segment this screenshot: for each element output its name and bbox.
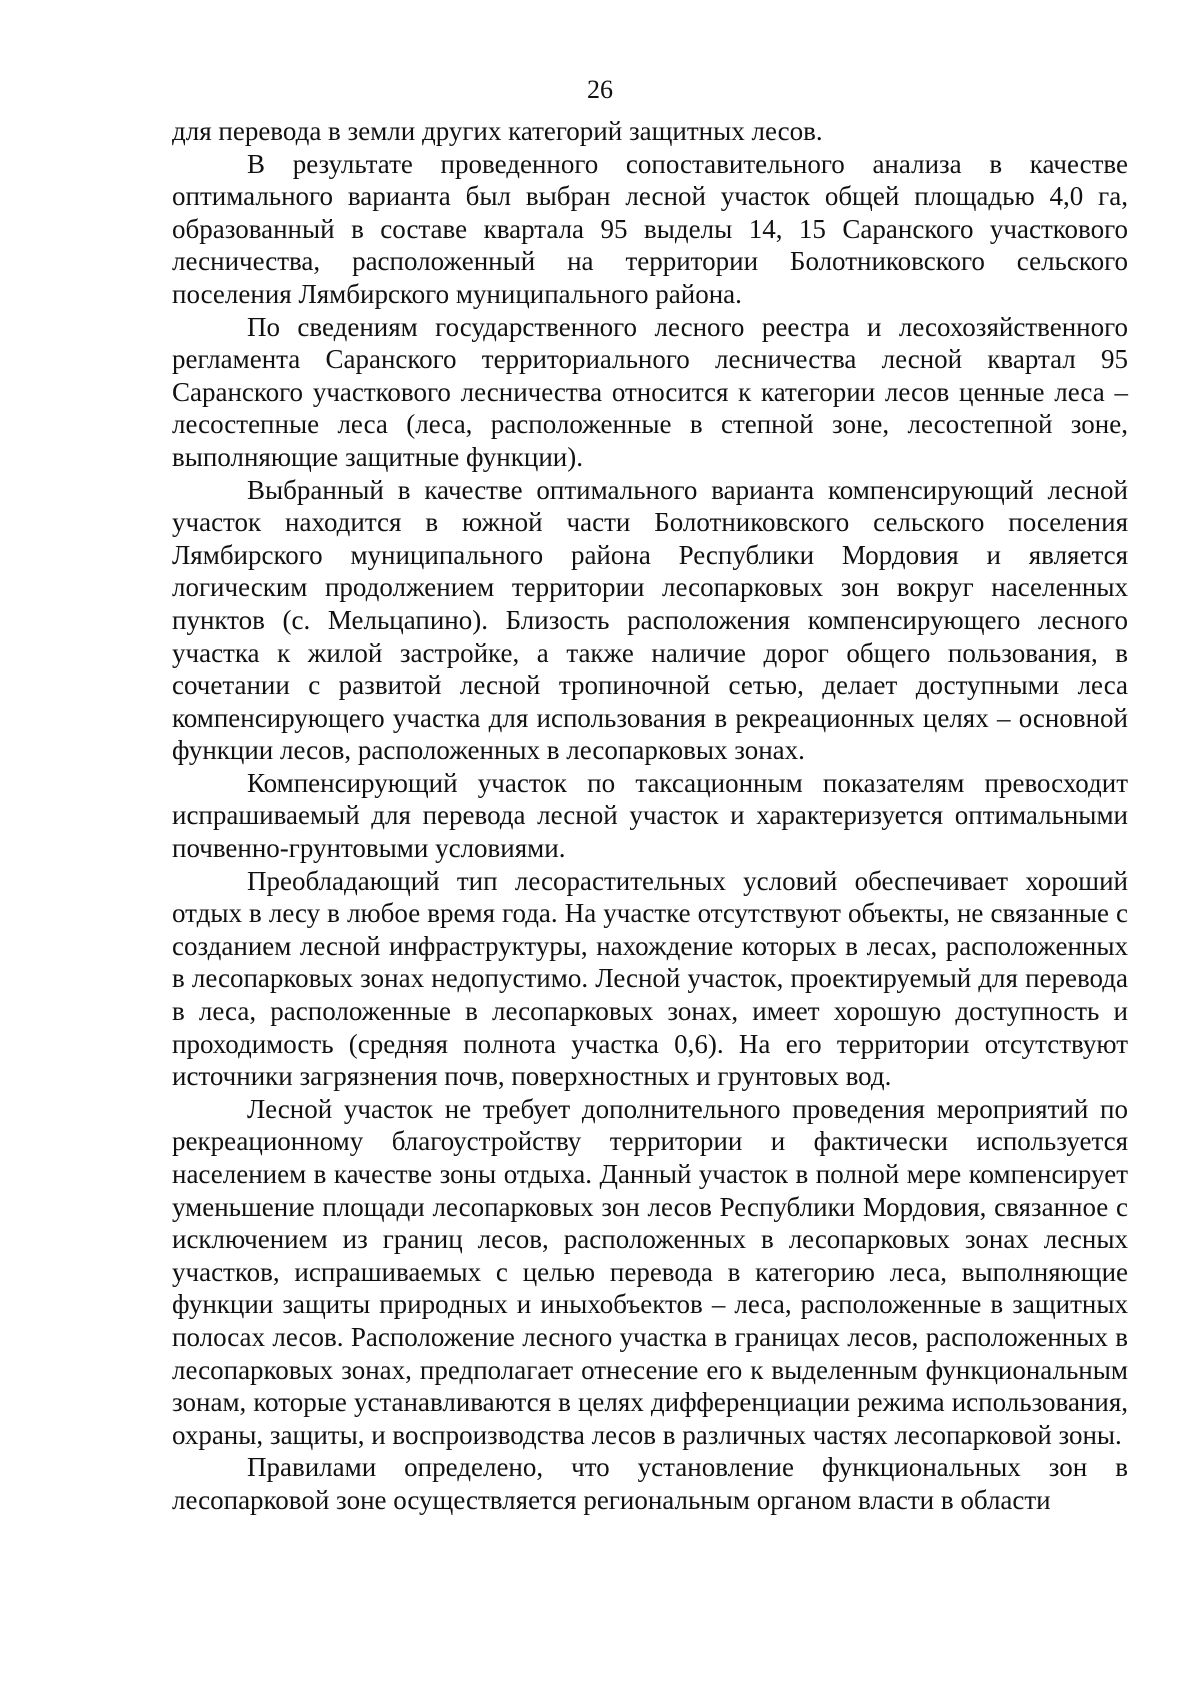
paragraph-recreation-conditions: Преобладающий тип лесорастительных условий обеспечивает хороший отдых в лесу в любое время года. На участке отсутствуют объекты, не связанные с созданием лесной инфраструктуры, нахождение которых в лесах, расположенных в лесопарковых зонах недопустимо. Лесной участок, проектируемый для перевода в леса, расположенные в лесопарковых зонах, имеет хорошую доступность и проходимость (средняя полнота участка 0,6). На его территории отсутствуют источники загрязнения почв, поверхностных и грунтовых вод.	[172, 865, 1128, 1092]
paragraph-compensation-effect: Лесной участок не требует дополнительного проведения мероприятий по рекреационному благоустройству территории и фактически используется населением в качестве зоны отдыха. Данный участок в полной мере компенсирует уменьшение площади лесопарковых зон лесов Республики Мордовия, связанное с исключением из границ лесов, расположенных в лесопарковых зонах лесных участков, испрашиваемых с целью перевода в категорию леса, выполняющие функции защиты природных и иныхобъектов – леса, расположенные в защитных полосах лесов. Расположение лесного участка в границах лесов, расположенных в лесопарковых зонах, предполагает отнесение его к выделенным функциональным зонам, которые устанавливаются в целях дифференциации режима использования, охраны, защиты, и воспроизводства лесов в различных частях лесопарковой зоны.	[172, 1093, 1128, 1450]
paragraph-compensating-site-location: Выбранный в качестве оптимального варианта компенсирующий лесной участок находится в южной части Болотниковского сельского поселения Лямбирского муниципального района Республики Мордовия и является логическим продолжением территории лесопарковых зон вокруг населенных пунктов (с. Мельцапино). Близость расположения компенсирующего лесного участка к жилой застройке, а также наличие дорог общего пользования, в сочетании с развитой лесной тропиночной сетью, делает доступными леса компенсирующего участка для использования в рекреационных целях – основной функции лесов, расположенных в лесопарковых зонах.	[172, 474, 1128, 766]
paragraph-analysis-result: В результате проведенного сопоставительного анализа в качестве оптимального варианта был выбран лесной участок общей площадью 4,0 га, образованный в составе квартала 95 выделы 14, 15 Саранского участкового лесничества, расположенный на территории Болотниковского сельского поселения Лямбирского муниципального района.	[172, 148, 1128, 309]
paragraph-taxation-indicators: Компенсирующий участок по таксационным показателям превосходит испрашиваемый для перевода лесной участок и характеризуется оптимальными почвенно-грунтовыми условиями.	[172, 767, 1128, 864]
paragraph-functional-zones: Правилами определено, что установление функциональных зон в лесопарковой зоне осуществляется региональным органом власти в области	[172, 1452, 1128, 1515]
page-number: 26	[587, 75, 613, 104]
paragraph-continuation: для перевода в земли других категорий защитных лесов.	[172, 116, 823, 146]
document-body	[172, 115, 1128, 1517]
paragraph-forest-registry: По сведениям государственного лесного реестра и лесохозяйственного регламента Саранского территориального лесничества лесной квартал 95 Саранского участкового лесничества относится к категории лесов ценные леса – лесостепные леса (леса, расположенные в степной зоне, лесостепной зоне, выполняющие защитные функции).	[172, 311, 1128, 472]
